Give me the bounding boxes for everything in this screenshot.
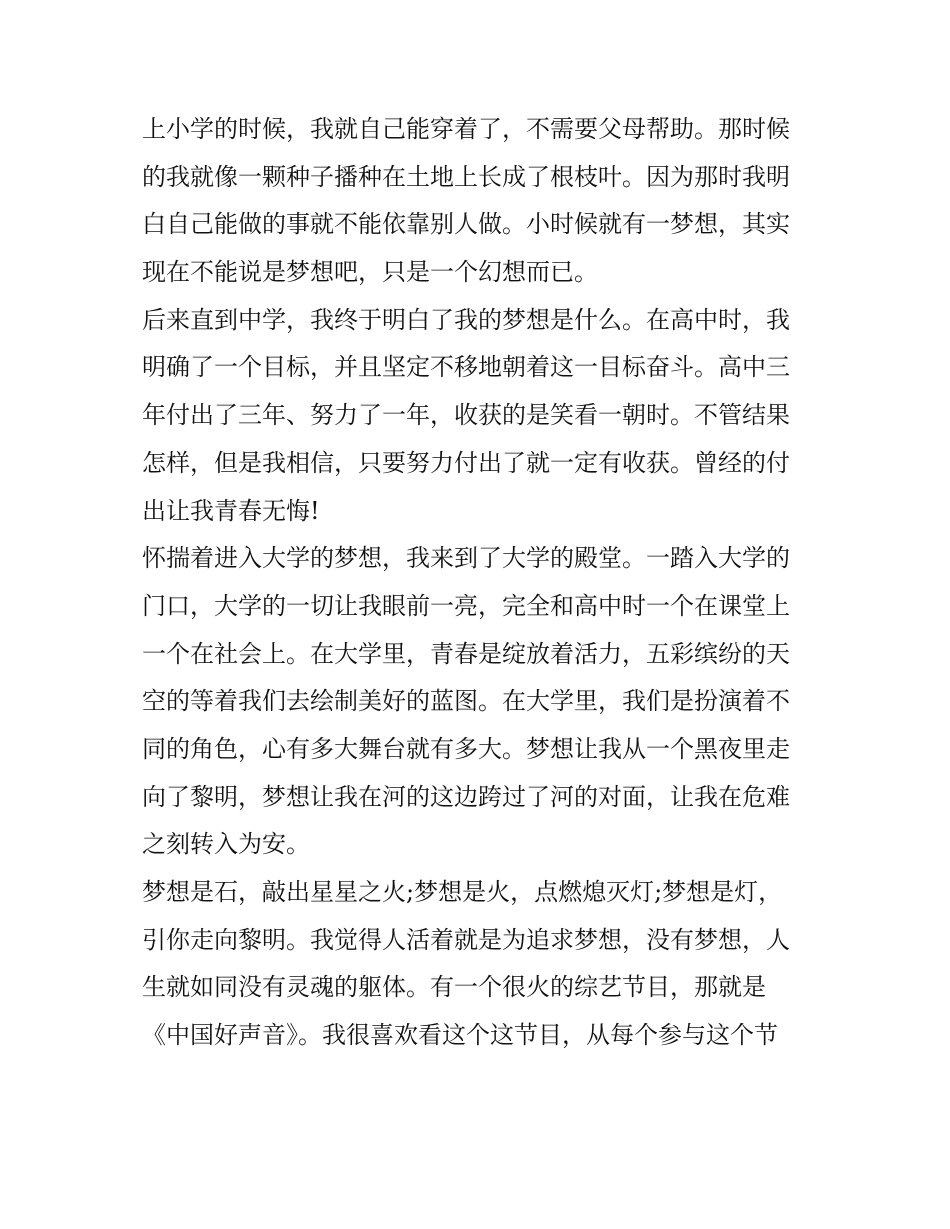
text-line: 门口，大学的一切让我眼前一亮，完全和高中时一个在课堂上 (142, 591, 790, 620)
text-line: 之刻转入为安。 (142, 830, 310, 859)
text-line: 《中国好声音》。我很喜欢看这个这节目，从每个参与这个节 (142, 1021, 778, 1050)
text-line: 梦想是石，敲出星星之火;梦想是火，点燃熄灭灯;梦想是灯， (142, 878, 783, 906)
text-line: 明确了一个目标，并且坚定不移地朝着这一目标奋斗。高中三 (142, 353, 790, 382)
text-line: 怎样，但是我相信，只要努力付出了就一定有收获。曾经的付 (142, 448, 790, 477)
document-body (142, 106, 822, 1060)
text-line: 上小学的时候，我就自己能穿着了，不需要父母帮助。那时候 (142, 115, 790, 143)
text-line: 怀揣着进入大学的梦想，我来到了大学的殿堂。一踏入大学的 (142, 544, 790, 573)
text-line: 后来直到中学，我终于明白了我的梦想是什么。在高中时，我 (142, 305, 790, 334)
text-line: 年付出了三年、努力了一年，收获的是笑看一朝时。不管结果 (142, 401, 790, 430)
text-line: 白自己能做的事就不能依靠别人做。小时候就有一梦想，其实 (142, 210, 790, 239)
text-line: 空的等着我们去绘制美好的蓝图。在大学里，我们是扮演着不 (142, 687, 790, 716)
text-line: 一个在社会上。在大学里，青春是绽放着活力，五彩缤纷的天 (142, 639, 790, 668)
text-line: 引你走向黎明。我觉得人活着就是为追求梦想，没有梦想，人 (142, 925, 790, 954)
text-line: 同的角色，心有多大舞台就有多大。梦想让我从一个黑夜里走 (142, 734, 790, 763)
text-line: 生就如同没有灵魂的躯体。有一个很火的综艺节目，那就是 (142, 973, 766, 1002)
text-line: 的我就像一颗种子播种在土地上长成了根枝叶。因为那时我明 (142, 162, 790, 191)
text-line: 向了黎明，梦想让我在河的这边跨过了河的对面，让我在危难 (142, 782, 790, 811)
text-line: 出让我青春无悔! (142, 496, 320, 525)
text-line: 现在不能说是梦想吧，只是一个幻想而已。 (142, 258, 598, 287)
